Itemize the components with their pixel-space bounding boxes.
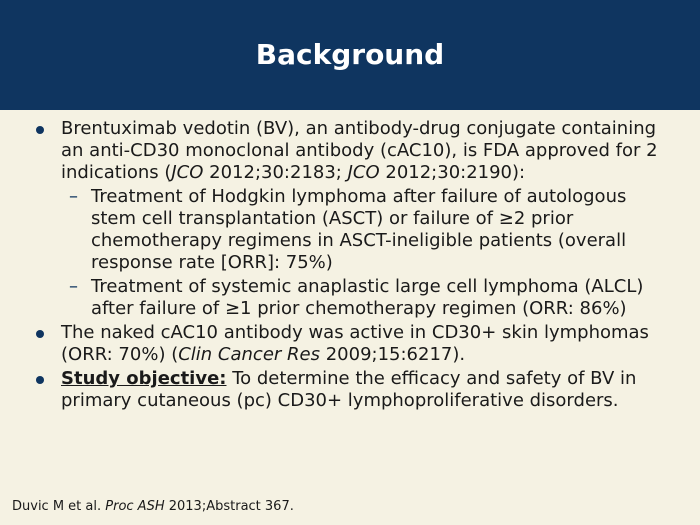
footer-text: Duvic M et al.: [12, 499, 106, 514]
bullet-text: 2012;30:2190):: [379, 162, 526, 183]
dash-icon: –: [69, 186, 78, 207]
slide-title: Background: [255, 37, 445, 71]
title-bar: [0, 0, 700, 110]
bullet-text: To determine the efficacy and safety of BV in primary cutaneous (pc) CD30+ lymphoproliferative disorders.: [61, 368, 637, 411]
journal-citation: JCO: [347, 162, 380, 183]
sub-bullet-text: Treatment of Hodgkin lymphoma after failure of autologous stem cell transplantation (ASCT) or failure of ≥2 prior chemotherapy regimens in ASCT-ineligible patients (overall response rate [ORR]: 75%): [91, 186, 627, 273]
footer-text: 2013;Abstract 367.: [164, 499, 294, 514]
slide-body: [0, 118, 700, 414]
dash-icon: –: [69, 276, 78, 297]
bullet-text: 2012;30:2183;: [203, 162, 348, 183]
reference-footer: [12, 499, 294, 515]
journal-citation: Clin Cancer Res: [178, 344, 320, 365]
bullet-dot-icon: [36, 126, 44, 134]
bullet-bv-approval: [0, 118, 700, 184]
bullet-text: 2009;15:6217).: [319, 344, 466, 365]
bullet-dot-icon: [36, 376, 44, 384]
sub-bullet-hodgkin: [0, 186, 700, 274]
journal-citation: JCO: [171, 162, 204, 183]
sub-bullet-text: Treatment of systemic anaplastic large cell lymphoma (ALCL) after failure of ≥1 prior chemotherapy regimen (ORR: 86%): [91, 276, 644, 319]
bullet-dot-icon: [36, 330, 44, 338]
sub-bullet-alcl: [0, 276, 700, 320]
bullet-study-objective: [0, 368, 700, 412]
study-objective-label: Study objective:: [61, 368, 227, 389]
journal-citation: Proc ASH: [105, 499, 165, 514]
bullet-text: The naked cAC10 antibody was active in CD30+ skin lymphomas (ORR: 70%) (: [61, 322, 649, 365]
bullet-cac10-activity: [0, 322, 700, 366]
bullet-text: Brentuximab vedotin (BV), an antibody-drug conjugate containing an anti-CD30 monoclonal antibody (cAC10), is FDA approved for 2 indications (: [61, 118, 658, 183]
